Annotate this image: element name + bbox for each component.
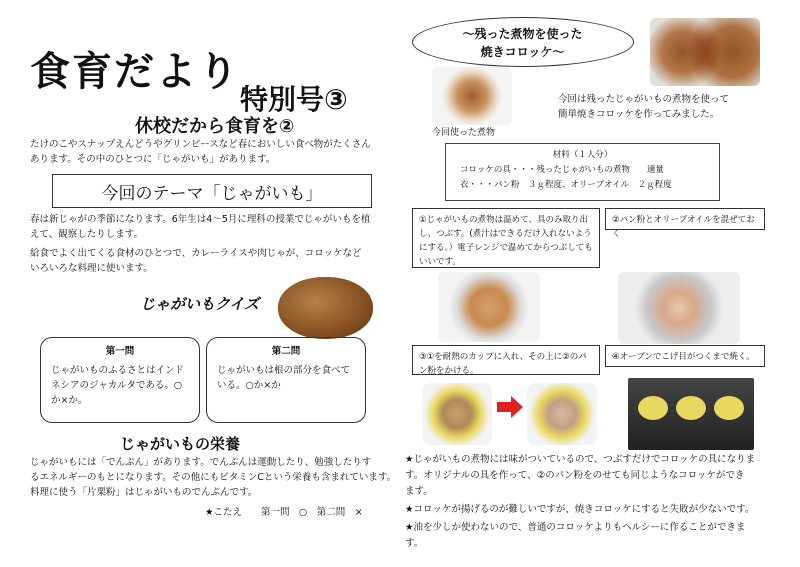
nimono-caption: 今回使った煮物: [432, 128, 496, 138]
quiz-title: じゃがいもクイズ: [140, 295, 260, 313]
question-text: じゃがいものふるさとはインドネシアのジャカルタである。○か×か。: [51, 365, 185, 406]
materials-line: 衣・・・パン粉 ３ｇ程度、オリーブオイル ２ｇ程度: [460, 180, 672, 190]
step3-photo: [438, 272, 540, 342]
croquette-photo: [650, 18, 760, 86]
section-heading: 休校だから食育を②: [135, 116, 295, 137]
step-4: ④オーブンでこげ目がつくまで焼く。: [605, 345, 765, 367]
cup-before-photo: [422, 383, 492, 445]
question-head: 第二問: [271, 346, 301, 357]
oven-photo: [628, 378, 754, 450]
nutrition-heading: じゃがいもの栄養: [120, 435, 241, 453]
para-line: いろいろな料理に使います。: [30, 263, 153, 274]
recipe-notes: [405, 452, 790, 552]
question-head: 第一問: [105, 346, 135, 357]
intro-text: [30, 137, 390, 167]
intro-line: 今回は残ったじゃがいもの煮物を使って: [558, 94, 730, 105]
materials-heading: 材料（１人分）: [552, 150, 613, 160]
page-title: 食育だより: [30, 49, 240, 95]
note-line: ★コロッケが揚げるのが難しいですが、焼きコロッケにすると失敗が少ないです。: [405, 504, 755, 515]
note-line: ます。: [405, 486, 433, 497]
note-line: す。: [405, 538, 424, 549]
para-line: 料理に使う「片栗粉」はじゃがいものでんぷんです。: [30, 487, 258, 498]
step-2: ②パン粉とオリーブオイルを混ぜておく: [605, 208, 765, 230]
quiz-question-2: [206, 337, 366, 423]
para-line: じゃがいもには「でんぷん」があります。でんぷんは運動したり、勉強したりす: [30, 457, 372, 468]
quiz-answer: ★こたえ 第一問 ○ 第二問 ×: [205, 507, 363, 518]
intro-line: たけのこやスナップえんどうやグリンピースなど春においしい食べ物がたくさん: [30, 139, 371, 150]
cup-in-oven: [638, 396, 668, 420]
step-1: ①じゃがいもの煮物は温めて、具のみ取り出し、つぶす。(煮汁はできるだけ入れないようにする。）電子レンジで温めてからつぶしてもいいです。: [412, 208, 600, 268]
note-line: す。オリジナルの具を作って、②のパン粉をのせても同じようなコロッケができ: [405, 470, 745, 481]
arrow-right-icon: [497, 396, 523, 418]
nutrition-text: [30, 455, 400, 500]
recipe-intro: [558, 92, 758, 122]
intro-line: あります。その中のひとつに「じゃがいも」があります。: [30, 154, 276, 165]
note-line: ★じゃがいもの煮物には味がついているので、つぶすだけでコロッケの具になりま: [405, 454, 756, 465]
recipe-title: [420, 25, 625, 61]
para-line: るエネルギーのもとになります。その他にもビタミンCという栄養も含まれています。: [30, 472, 397, 483]
step-3: ③①を耐熱のカップに入れ、その上に②のパン粉をかける。: [412, 345, 600, 375]
recipe-title-line: 焼きコロッケ～: [480, 45, 565, 59]
materials-box: [445, 143, 720, 201]
cup-after-photo: [527, 383, 597, 445]
cup-in-oven: [714, 396, 744, 420]
potato-croquette-image: [278, 277, 373, 339]
page-subtitle-special: 特別号③: [240, 83, 348, 116]
materials-line: コロッケの具・・・残ったじゃがいもの煮物 適量: [460, 165, 664, 175]
potato-season-text: [30, 212, 395, 276]
para-line: 給食でよく出てくる食材のひとつで、カレーライスや肉じゃが、コロッケなど: [30, 248, 362, 259]
theme-box: 今回のテーマ「じゃがいも」: [52, 174, 372, 208]
question-text: じゃがいもは根の部分を食べている。○か×か: [217, 365, 351, 391]
nimono-photo: [432, 67, 512, 125]
recipe-title-line: ～残った煮物を使った: [462, 27, 583, 41]
step2-photo: [618, 272, 740, 344]
intro-line: 簡単焼きコロッケを作ってみました。: [558, 109, 720, 120]
quiz-question-1: [40, 337, 200, 423]
para-line: 春は新じゃがの季節になります。6年生は4～5月に理科の授業でじゃがいもを植: [30, 214, 371, 225]
note-line: ★油を少しか使わないので、普通のコロッケよりもヘルシーに作ることができま: [405, 522, 746, 533]
para-line: えて、観察したりします。: [30, 229, 144, 240]
cup-in-oven: [676, 396, 706, 420]
